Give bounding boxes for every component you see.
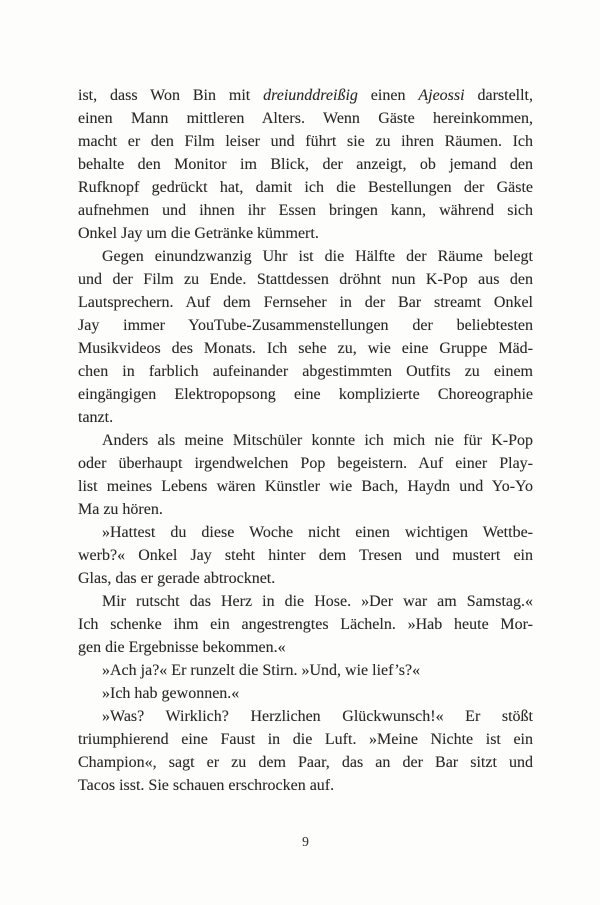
paragraph	[78, 682, 533, 705]
text-line: tanzt.	[78, 409, 114, 426]
text-line: oder überhaupt irgendwelchen Pop begeistern. Auf einer Play-	[78, 455, 533, 472]
paragraph	[78, 705, 533, 797]
text-line: aufnehmen und ihnen ihr Essen bringen kann, während sich	[78, 202, 533, 219]
text-line: Glas, das er gerade abtrocknet.	[78, 570, 276, 587]
paragraph	[78, 521, 533, 590]
text-line: Ma zu hören.	[78, 501, 163, 518]
text-line: werb?« Onkel Jay steht hinter dem Tresen und mustert ein	[78, 547, 533, 564]
text-line: Champion«, sagt er zu dem Paar, das an der Bar sitzt und	[78, 754, 533, 771]
text-line: triumphierend eine Faust in die Luft. »Meine Nichte ist ein	[78, 731, 533, 748]
text-line: eingängigen Elektropopsong eine komplizierte Choreographie	[78, 386, 533, 403]
text-line: Gegen einundzwanzig Uhr ist die Hälfte der Räume belegt	[102, 248, 533, 265]
text-line: ist, dass Won Bin mit dreiunddreißig einen Ajeossi darstellt,	[78, 87, 534, 104]
text-line: Onkel Jay um die Getränke kümmert.	[78, 225, 319, 242]
paragraph	[78, 84, 533, 245]
text-line: Lautsprechern. Auf dem Fernseher in der Bar streamt Onkel	[78, 294, 533, 311]
text-line: Musikvideos des Monats. Ich sehe zu, wie eine Gruppe Mäd-	[78, 340, 533, 357]
italic-text: dreiunddreißig	[263, 87, 358, 104]
text-line: »Was? Wirklich? Herzlichen Glückwunsch!« Er stößt	[102, 708, 533, 725]
text-line: chen in farblich aufeinander abgestimmten Outfits zu einem	[78, 363, 533, 380]
text-line: Mir rutscht das Herz in die Hose. »Der war am Samstag.«	[102, 593, 533, 610]
page-text	[78, 84, 533, 797]
text-line: behalte den Monitor im Blick, der anzeigt, ob jemand den	[78, 156, 533, 173]
text-line: list meines Lebens wären Künstler wie Bach, Haydn und Yo-Yo	[78, 478, 533, 495]
italic-text: Ajeossi	[418, 87, 465, 104]
text-line: Ich schenke ihm ein angestrengtes Lächeln. »Hab heute Mor-	[78, 616, 533, 633]
text-line: Tacos isst. Sie schauen erschrocken auf.	[78, 777, 335, 794]
text-line: »Ach ja?« Er runzelt die Stirn. »Und, wie lief’s?«	[102, 662, 421, 679]
paragraph	[78, 429, 533, 521]
paragraph	[78, 245, 533, 429]
text-line: »Ich hab gewonnen.«	[102, 685, 240, 702]
text-line: Rufknopf gedrückt hat, damit ich die Bestellungen der Gäste	[78, 179, 533, 196]
paragraph	[78, 659, 533, 682]
page-number: 9	[302, 834, 309, 849]
text-line: gen die Ergebnisse bekommen.«	[78, 639, 286, 656]
paragraph	[78, 590, 533, 659]
text-line: Anders als meine Mitschüler konnte ich mich nie für K-Pop	[102, 432, 533, 449]
text-line: macht er den Film leiser und führt sie zu ihren Räumen. Ich	[78, 133, 533, 150]
text-line: »Hattest du diese Woche nicht einen wichtigen Wettbe-	[102, 524, 533, 541]
text-line: einen Mann mittleren Alters. Wenn Gäste hereinkommen,	[78, 110, 533, 127]
text-line: und der Film zu Ende. Stattdessen dröhnt nun K-Pop aus den	[78, 271, 533, 288]
text-line: Jay immer YouTube-Zusammenstellungen der beliebtesten	[78, 317, 533, 334]
